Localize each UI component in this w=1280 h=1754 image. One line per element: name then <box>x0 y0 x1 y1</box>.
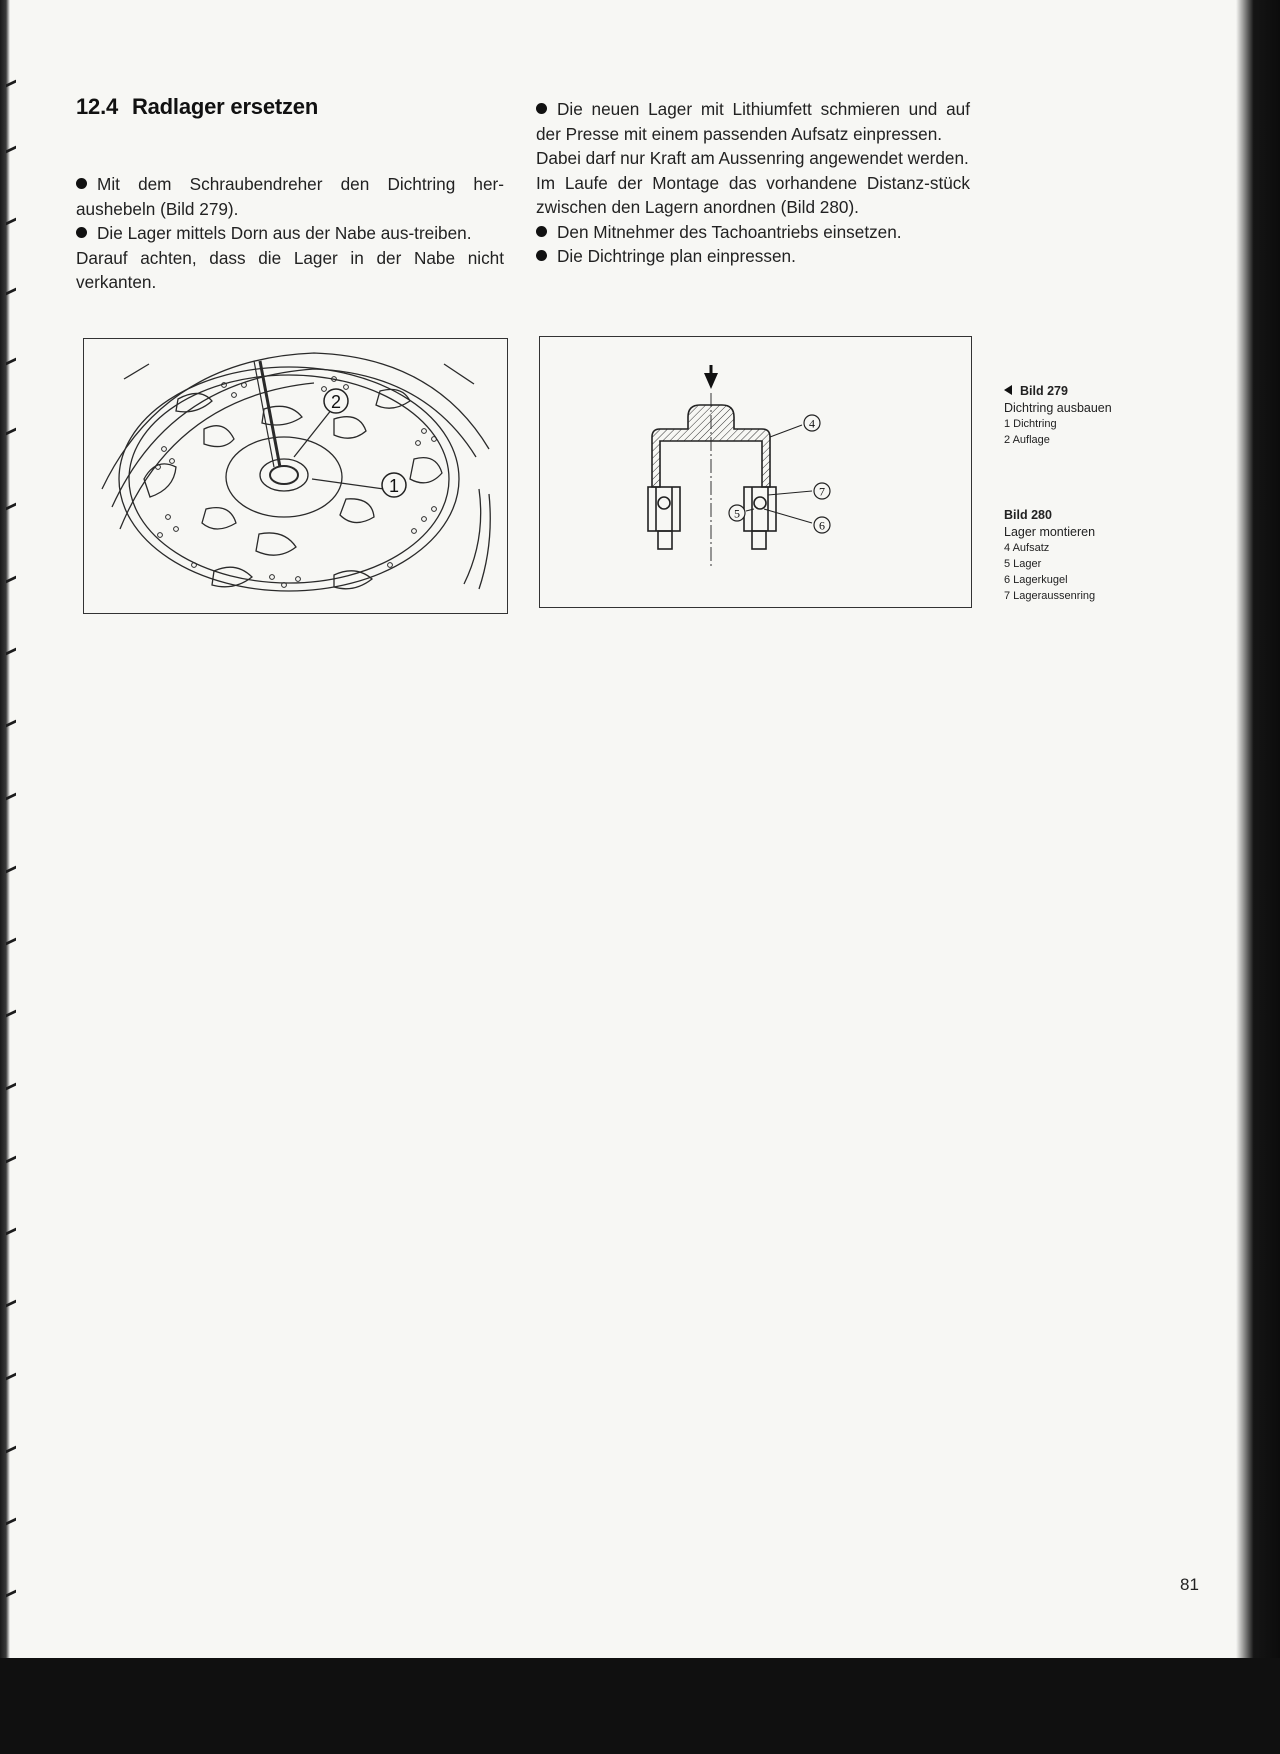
figure-280-bearing-press-diagram <box>539 336 972 608</box>
section-title: Radlager ersetzen <box>131 94 319 119</box>
callout-2 <box>324 389 348 413</box>
left-bearing <box>648 487 680 549</box>
wheel-hub-illustration <box>84 339 507 613</box>
svg-text:6: 6 <box>819 518 825 533</box>
caption-item: 2 Auflage <box>1004 434 1050 446</box>
caption-title: Bild 280 <box>1004 508 1052 522</box>
svg-text:1: 1 <box>388 476 400 496</box>
bearing-press-illustration <box>540 337 971 607</box>
page-number: 81 <box>1180 1575 1199 1594</box>
paragraph: Mit dem Schraubendreher den Dichtring her-aushebeln (Bild 279). <box>76 172 504 221</box>
caption-item: 4 Aufsatz <box>1004 542 1050 554</box>
binding-edge <box>0 0 10 1658</box>
caption-subtitle: Dichtring ausbauen <box>1004 400 1112 415</box>
section-heading <box>76 94 318 120</box>
caption-item: 1 Dichtring <box>1004 418 1057 430</box>
svg-text:2: 2 <box>330 392 342 412</box>
svg-text:5: 5 <box>734 506 740 521</box>
left-text-column <box>76 172 504 295</box>
right-text-column <box>536 97 970 269</box>
paragraph: Die Lager mittels Dorn aus der Nabe aus-treiben. <box>76 221 504 246</box>
caption-bild-280 <box>1004 507 1095 604</box>
section-number: 12.4 <box>76 94 119 119</box>
paragraph: Dabei darf nur Kraft am Aussenring angewendet werden. <box>536 148 969 168</box>
paragraph: Darauf achten, dass die Lager in der Nabe nicht verkanten. <box>76 247 504 292</box>
caption-item: 7 Lageraussenring <box>1004 590 1096 602</box>
scan-bottom-edge <box>0 1658 1280 1754</box>
right-bearing <box>744 487 776 549</box>
callout-5 <box>729 505 745 521</box>
scan-right-edge <box>1236 0 1280 1754</box>
callout-6 <box>814 517 830 533</box>
caption-subtitle: Lager montieren <box>1004 524 1096 539</box>
caption-title: Bild 279 <box>1004 383 1112 400</box>
paragraph: Die neuen Lager mit Lithiumfett schmieren und auf der Presse mit einem passenden Aufsatz einpressen. <box>536 97 970 146</box>
callout-1 <box>382 473 406 497</box>
paragraph: Im Laufe der Montage das vorhandene Distanz-stück zwischen den Lagern anordnen (Bild 280). <box>536 172 970 217</box>
callout-4 <box>804 415 820 431</box>
callout-7 <box>814 483 830 499</box>
svg-text:7: 7 <box>819 484 825 499</box>
figure-279-wheel-hub-drawing <box>83 338 508 614</box>
caption-item: 6 Lagerkugel <box>1004 574 1068 586</box>
caption-item: 5 Lager <box>1004 558 1042 570</box>
paragraph: Die Dichtringe plan einpressen. <box>536 244 970 269</box>
svg-text:4: 4 <box>809 416 815 431</box>
caption-bild-279 <box>1004 383 1112 448</box>
arrow-left-icon <box>1004 385 1012 395</box>
paragraph: Den Mitnehmer des Tachoantriebs einsetzen. <box>536 220 970 245</box>
